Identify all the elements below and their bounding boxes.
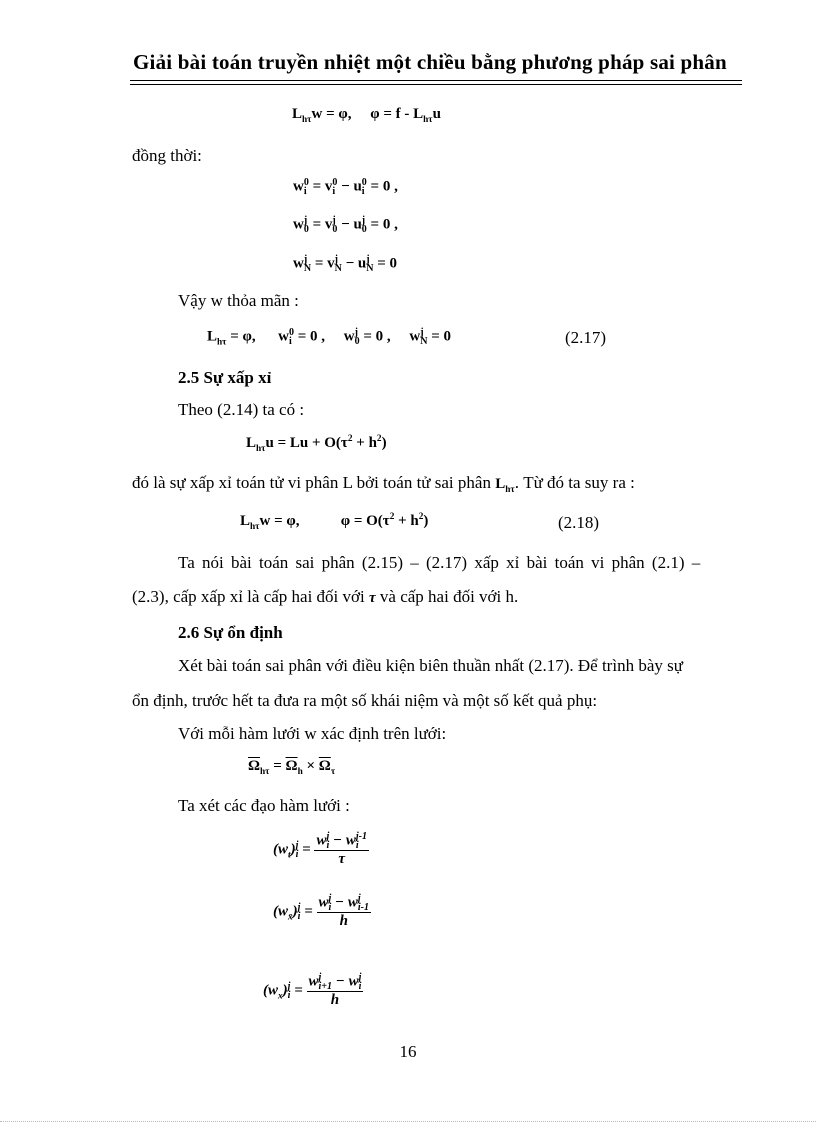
section-heading-2-6: 2.6 Sự ổn định (178, 623, 283, 642)
text-theo: Theo (2.14) ta có : (178, 400, 305, 419)
text-dong-thoi: đồng thời: (132, 146, 202, 165)
text-ta-noi-line1: Ta nói bài toán sai phân (2.15) – (2.17) xấp xỉ bài toán vi phân (2.1) – (178, 553, 701, 572)
equation-2-17: $L_{h\tau} = \varphi$, w 0 i = 0 , w j 0 = 0 , w j N = 0 (207, 327, 452, 348)
equation-forward-space-derivative: $(w_x)$ j i = w j i+1 − w j i h (263, 972, 362, 1008)
equation-2-18: $L_{h\tau}w = \varphi$, $\varphi = O(\tau^2 + h^2)$ (240, 512, 429, 532)
header-rule-bottom (130, 84, 742, 85)
text-ta-xet: Ta xét các đạo hàm lưới : (178, 796, 350, 815)
text-do-la: đó là sự xấp xỉ toán tử vi phân L bởi toán tử sai phân $L_{h\tau}$. Từ đó ta suy ra : (132, 473, 635, 495)
equation-grid-product: $\overline{\Omega}_{h\tau} = \overline{\Omega}_h \times \overline{\Omega}_\tau$ (248, 758, 336, 777)
text-xet-line2: ổn định, trước hết ta đưa ra một số khái niệm và một số kết quả phụ: (132, 691, 598, 710)
text-vay-w: Vậy w thỏa mãn : (178, 291, 299, 310)
equation-right-boundary: w j N = v j N − u j N = 0 (293, 254, 398, 274)
page-bottom-border (0, 1121, 816, 1122)
running-header: Giải bài toán truyền nhiệt một chiều bằng phương pháp sai phân (133, 50, 727, 74)
equation-backward-space-derivative: $(w_{x̄})$ j i = w j i − w j i-1 h (273, 893, 370, 929)
page-number: 16 (399, 1042, 417, 1061)
equation-l-w-phi: $L_{h\tau}w = \varphi$, $\varphi = f - L_{h\tau}u$ (292, 106, 441, 125)
text-voi-moi: Với mỗi hàm lưới w xác định trên lưới: (178, 724, 447, 743)
equation-lu-approx: $L_{h\tau}u = Lu + O(\tau^2 + h^2)$ (246, 434, 387, 454)
text-xet-line1: Xét bài toán sai phân với điều kiện biên thuần nhất (2.17). Để trình bày sự (178, 656, 683, 675)
equation-time-derivative: $(w_t)$ j i = w j i − w j-1 i τ (273, 831, 367, 867)
equation-initial-condition: w 0 i = v 0 i − u 0 i = 0 , (293, 177, 398, 197)
equation-label-2-18: (2.18) (558, 513, 600, 532)
section-heading-2-5: 2.5 Sự xấp xỉ (178, 368, 272, 387)
text-ta-noi-line2: (2.3), cấp xấp xỉ là cấp hai đối với τ và cấp hai đối với h. (132, 587, 519, 606)
equation-left-boundary: w j 0 = v j 0 − u j 0 = 0 , (293, 215, 398, 235)
header-rule-top (130, 80, 742, 81)
equation-label-2-17: (2.17) (565, 328, 607, 347)
